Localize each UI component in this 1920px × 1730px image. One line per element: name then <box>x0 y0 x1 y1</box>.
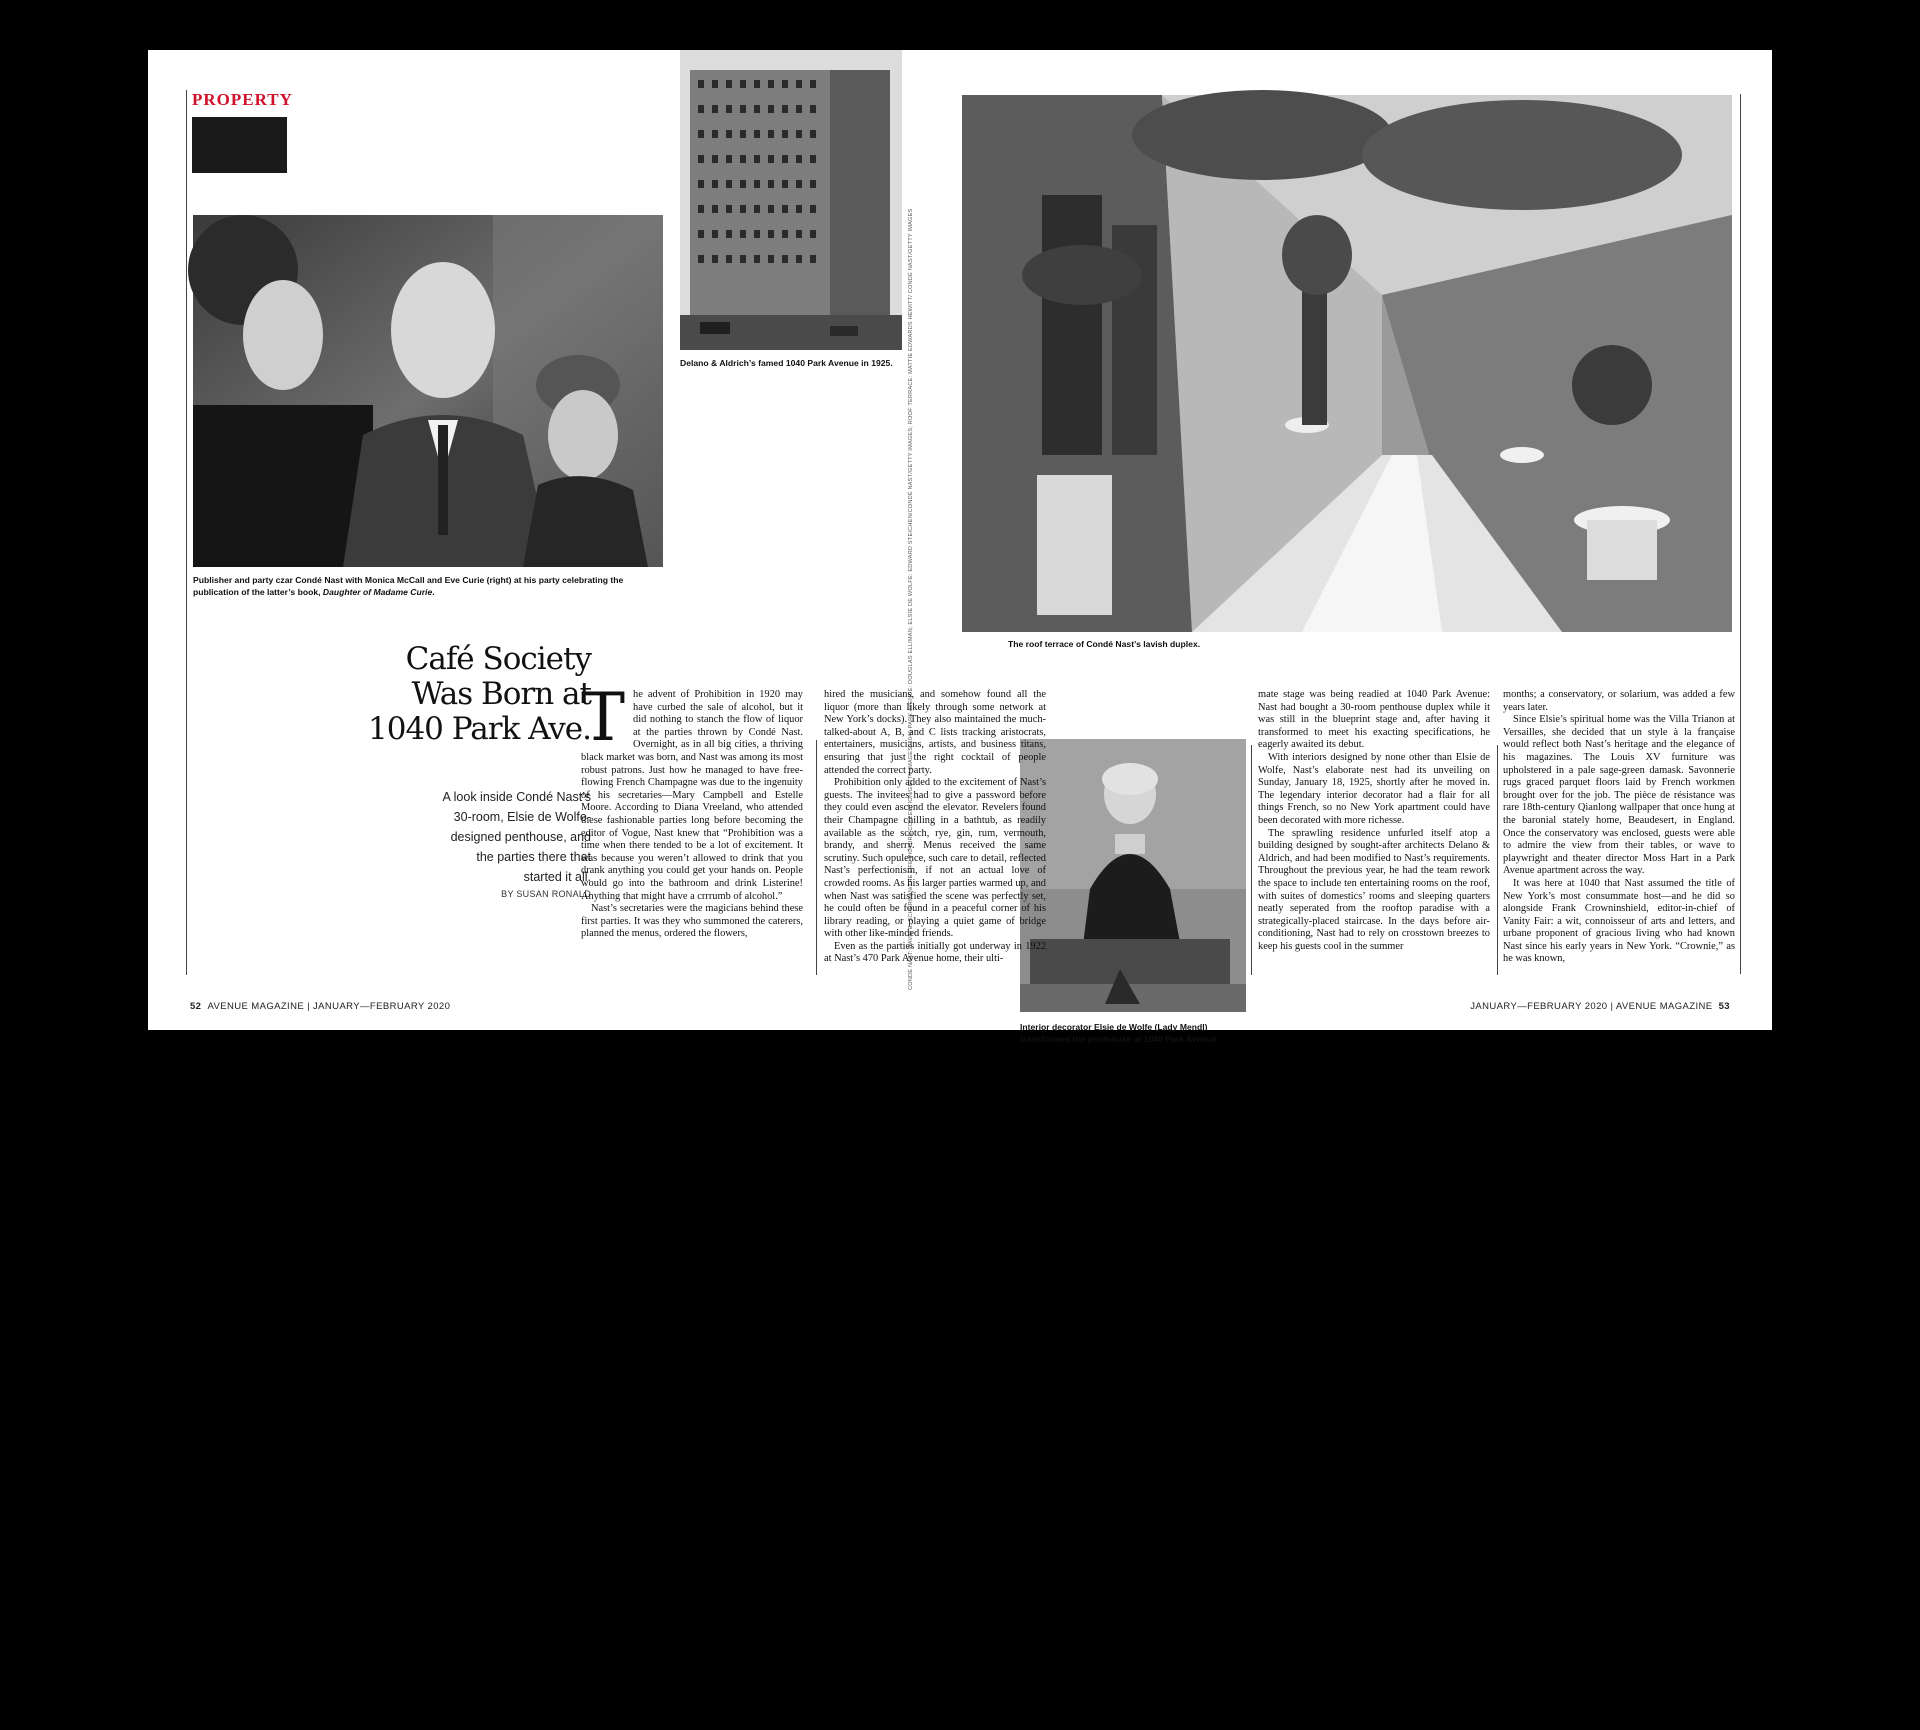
body-column-2: hired the musicians, and somehow found all the liquor (more than likely through some network at New York’s docks). They also maintained the much-talked-about A, B, and C lists tracking aristocrats, entertainers, musicians, artists, and business titans, ensuring that just the right cocktail of people attended the correct party. Prohibition only added to the excitement of Nast’s guests. The invitees had to give a password before they could even ascend the elevator. Revelers found their Champagne chilling in a bathtub, as readily available as the scotch, rye, gin, rum, vermouth, brandy, and sherry. Menus received the same scrutiny. Such opulence, such care to detail, reflected Nast’s perfectionism, if not an actual love of crowded rooms. As his larger parties warmed up, and when Nast was satisfied the scene was perfectly set, he could often be found in a peaceful corner of his library reading, or playing a quiet game of bridge with other like-minded friends. Even as the parties initially got underway in 1922 at Nast’s 470 Park Avenue home, their ulti- <box>824 689 1046 965</box>
section-logo-block <box>192 117 287 173</box>
dek: A look inside Condé Nast’s 30-room, Elsie de Wolfe-designed penthouse, and the parties there that started it all. <box>442 790 591 884</box>
caption-elsie-de-wolfe: Interior decorator Elsie de Wolfe (Lady Mendl) transformed the penthouse at 1040 Park Avenue. <box>1020 1022 1219 1044</box>
photo-roof-terrace <box>962 95 1732 632</box>
column-rule-1 <box>816 740 817 975</box>
body-column-4: months; a conservatory, or solarium, was added a few years later. Since Elsie’s spiritual home was the Villa Trianon at Versailles, she decided that un style à la française would reflect both Nast’s heritage and the elegance of his magazines. The Louis XV furniture was upholstered in a pale sage-green damask. Savonnerie rugs graced parquet floors laid by French workmen brought over for the job. The pièce de résistance was rare 18th-century Qianlong wallpaper that once hung at the baronial stately home, Beaudesert, in England. Once the conservatory was enclosed, guests were able to admire the view from their tables, or wave to playwright and theater director Moss Hart in a Park Avenue apartment across the way. It was here at 1040 that Nast assumed the title of New York’s most consummate host—and he did so alongside Frank Crowninshield, editor-in-chief of Vanity Fair: a wit, connoisseur of arts and letters, and urbane proponent of gracious living who had known Nast since his early years in New York. “Crownie,” as he was known, <box>1503 689 1735 965</box>
caption-roof-terrace: The roof terrace of Condé Nast’s lavish duplex. <box>1008 639 1201 649</box>
left-margin-rule <box>186 90 187 975</box>
photo-credits: CONDÉ NAST: DAVID E. SCHERMAN/THE LIFE PICTURE COLLECTION/GETTY IMAGES; 1040 PARK AVENUE: DOUGLAS ELLIMAN; ELSIE DE WOLFE: EDWARD STEICHEN/CONDÉ NAST/GETTY IMAGES; ROOF TERRACE: MATTIE EDWARDS HEWITT/ CONDÉ NAST/GETTY IMAGES <box>908 208 914 990</box>
body-column-3: mate stage was being readied at 1040 Park Avenue: Nast had bought a 30-room penthouse duplex while it was still in the blueprint stage and, after having it transformed to meet his exacting specifications, he eagerly awaited its debut. With interiors designed by none other than Elsie de Wolfe, Nast’s elaborate nest had its unveiling on Sunday, January 18, 1925, shortly after he moved in. The legendary interior decorator had a flair for all things French, so no New York apartment could have been decorated with more richesse. The sprawling residence unfurled itself atop a building designed by sought-after architects Delano & Aldrich, and had been modified to Nast’s requirements. Throughout the previous year, he had the team rework the space to include ten entertaining rooms on the roof, with suites of domestics’ rooms and sleeping quarters neatly seperated from the rooftop paradise with a strategically-placed staircase. In the days before air-conditioning, Nast had to rely on crosstown breezes to keep his guests cool in the summer <box>1258 689 1490 952</box>
magazine-spread <box>148 50 1772 1044</box>
folio-right: JANUARY—FEBRUARY 2020 | AVENUE MAGAZINE 53 <box>1470 1001 1730 1012</box>
byline: BY SUSAN RONALD <box>501 889 591 899</box>
right-margin-rule <box>1740 94 1741 974</box>
section-kicker: PROPERTY <box>192 90 293 109</box>
photo-nast-party <box>193 215 663 567</box>
column-rule-3 <box>1497 745 1498 975</box>
folio-left: 52 AVENUE MAGAZINE | JANUARY—FEBRUARY 2020 <box>190 1001 451 1012</box>
headline: Café Society Was Born at 1040 Park Ave. <box>368 641 591 747</box>
body-column-1: The advent of Prohibition in 1920 may have curbed the sale of alcohol, but it did nothing to stanch the flow of liquor at the parties thrown by Condé Nast. Overnight, as in all big cities, a thriving black market was born, and Nast was among its most robust patrons. Just how he managed to have free-flowing French Champagne was due to the ingenuity of his secretaries—Mary Campbell and Estelle Moore. According to Diana Vreeland, who attended these fashionable parties long before becoming the editor of Vogue, Nast knew that “Prohibition was a time when there tended to be a lot of excitement. It was because you weren’t allowed to drink that you drank anything you could get your hands on. People would go into the bathroom and drink Listerine! Anything that might have a crrrumb of alcohol.” Nast’s secretaries were the magicians behind these first parties. It was they who summoned the caterers, planned the menus, ordered the flowers, <box>581 679 803 940</box>
caption-nast-party: Publisher and party czar Condé Nast with Monica McCall and Eve Curie (right) at his party celebrating the publication of the latter’s book, Daughter of Madame Curie. <box>193 575 624 597</box>
column-rule-2 <box>1251 745 1252 975</box>
caption-1040-park-avenue: Delano & Aldrich’s famed 1040 Park Avenue in 1925. <box>680 358 893 368</box>
photo-1040-park-avenue <box>680 50 902 350</box>
photo-elsie-de-wolfe <box>1020 739 1246 1012</box>
drop-cap: T <box>581 679 626 756</box>
